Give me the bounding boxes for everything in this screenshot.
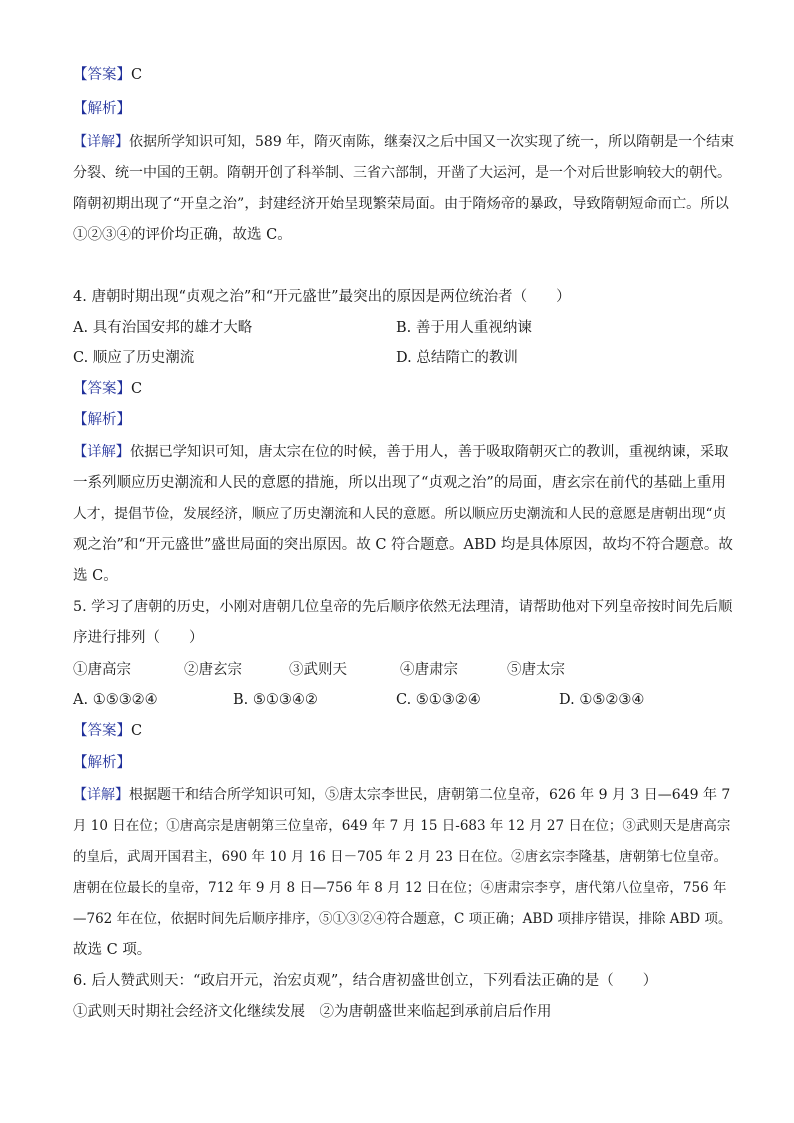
q5-question-line-1: 5. 学习了唐朝的历史，小刚对唐朝几位皇帝的先后顺序依然无法理清，请帮助他对下列皇帝按时间先后顺 (73, 599, 733, 615)
answer-label: 【答案】 (73, 723, 131, 739)
q3-detail-line-3: 隋朝初期出现了“开皇之治”，封建经济开始呈现繁荣局面。由于隋炀帝的暴政，导致隋朝短命而亡。所以 (73, 196, 729, 212)
q5-detail-line-3: 的皇后，武周开国君主，690 年 10 月 16 日－705 年 2 月 23 日在位。②唐玄宗李隆基，唐朝第七位皇帝。 (73, 849, 728, 865)
q5-answer (73, 721, 733, 741)
answer-label: 【答案】 (73, 381, 131, 397)
detail-label: 【详解】 (73, 134, 129, 150)
detail-label: 【详解】 (73, 787, 129, 803)
q5-detail-line-2: 月 10 日在位；①唐高宗是唐朝第三位皇帝，649 年 7 月 15 日-683 年 12 月 27 日在位；③武则天是唐高宗 (73, 818, 731, 834)
q4-option-b: B. 善于用人重视纳谏 (396, 320, 532, 336)
q5-option-b: B. ⑤①③④② (233, 692, 318, 708)
q5-detail-line-5: —762 年在位，依据时间先后顺序排序，⑤①③②④符合题意，C 项正确；ABD 项排序错误，排除 ABD 项。 (73, 911, 732, 927)
q5-detail-line-1 (73, 785, 733, 805)
q3-detail-line-4: ①②③④的评价均正确，故选 C。 (73, 227, 292, 243)
analysis-label: 【解析】 (73, 101, 131, 117)
q3-answer (73, 65, 733, 85)
q4-detail-line-2: 一系列顺应历史潮流和人民的意愿的措施，所以出现了“贞观之治”的局面，唐玄宗在前代的基础上重用 (73, 475, 726, 491)
q5-option-a: A. ①⑤③②④ (73, 692, 158, 708)
answer-label: 【答案】 (73, 67, 131, 83)
q4-detail-line-3: 人才，提倡节俭，发展经济，顺应了历史潮流和人民的意愿。所以顺应历史潮流和人民的意愿是唐朝出现“贞 (73, 506, 727, 522)
q5-analysis-label (73, 753, 733, 773)
q5-item-1: ①唐高宗 (73, 662, 131, 678)
detail-text: 依据已学知识可知，唐太宗在位的时候，善于用人，善于吸取隋朝灭亡的教训，重视纳谏，采取 (130, 444, 729, 460)
q5-option-c: C. ⑤①③②④ (396, 692, 481, 708)
q6-statements: ①武则天时期社会经济文化继续发展 ②为唐朝盛世来临起到承前启后作用 (73, 1004, 552, 1020)
detail-text: 依据所学知识可知，589 年，隋灭南陈，继秦汉之后中国又一次实现了统一，所以隋朝是一个结束 (129, 134, 735, 150)
answer-value: C (131, 67, 143, 83)
q4-analysis-label (73, 410, 733, 430)
q4-answer (73, 379, 733, 399)
q4-option-c: C. 顺应了历史潮流 (73, 350, 195, 366)
q6-question: 6. 后人赞武则天：“政启开元，治宏贞观”，结合唐初盛世创立，下列看法正确的是（ ） (73, 973, 658, 989)
q4-detail-line-4: 观之治”和“开元盛世”盛世局面的突出原因。故 C 符合题意。ABD 均是具体原因，故均不符合题意。故 (73, 537, 733, 553)
detail-label: 【详解】 (73, 444, 131, 460)
q4-detail-line-5: 选 C。 (73, 568, 118, 584)
q3-detail-line-1 (73, 132, 733, 152)
q5-item-4: ④唐肃宗 (400, 662, 458, 678)
q4-detail-line-1 (73, 442, 733, 462)
q5-item-3: ③武则天 (289, 662, 347, 678)
q3-detail-line-2: 分裂、统一中国的王朝。隋朝开创了科举制、三省六部制，开凿了大运河，是一个对后世影响较大的朝代。 (73, 165, 731, 181)
answer-value: C (131, 381, 143, 397)
analysis-label: 【解析】 (73, 755, 131, 771)
q5-detail-line-4: 唐朝在位最长的皇帝，712 年 9 月 8 日—756 年 8 月 12 日在位；④唐肃宗李亨，唐代第八位皇帝，756 年 (73, 880, 727, 896)
q5-question-line-2: 序进行排列（ ） (73, 630, 204, 646)
q5-detail-line-6: 故选 C 项。 (73, 942, 152, 958)
answer-value: C (131, 723, 143, 739)
q5-item-5: ⑤唐太宗 (507, 662, 565, 678)
q3-analysis-label (73, 99, 733, 119)
analysis-label: 【解析】 (73, 412, 131, 428)
q5-option-d: D. ①⑤②③④ (559, 692, 645, 708)
q4-option-d: D. 总结隋亡的教训 (396, 350, 518, 366)
q4-option-a: A. 具有治国安邦的雄才大略 (73, 320, 253, 336)
q5-item-2: ②唐玄宗 (184, 662, 242, 678)
q4-question: 4. 唐朝时期出现“贞观之治”和“开元盛世”最突出的原因是两位统治者（ ） (73, 289, 571, 305)
detail-text: 根据题干和结合所学知识可知，⑤唐太宗李世民，唐朝第二位皇帝，626 年 9 月 3 日—649 年 7 (129, 787, 731, 803)
